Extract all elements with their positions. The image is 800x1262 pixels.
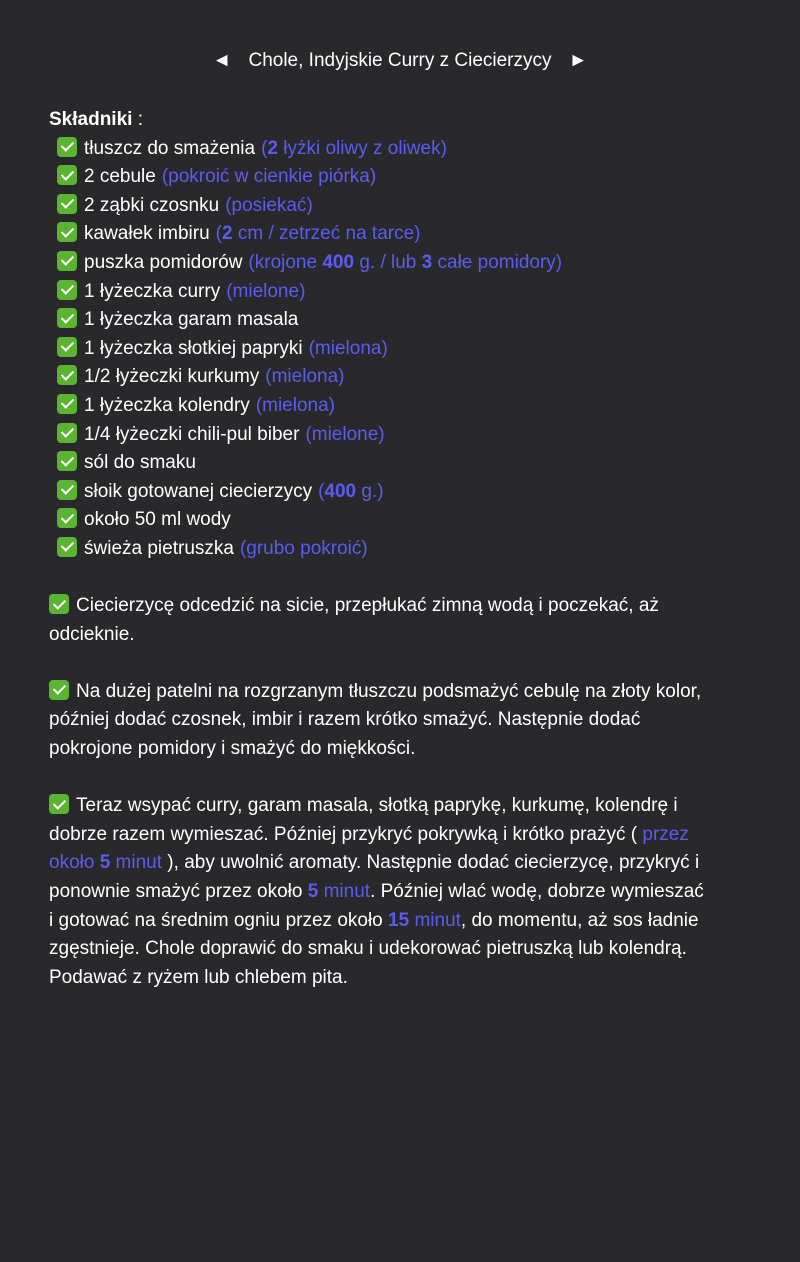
ingredient-note: [318, 481, 383, 502]
ingredient-text: 1 łyżeczka curry: [84, 280, 221, 302]
ingredient-item: [57, 135, 764, 164]
ingredient-item: [57, 478, 764, 507]
ingredient-note: [216, 223, 421, 244]
note-text: (: [215, 223, 222, 245]
note-text: (mielone): [226, 280, 306, 302]
ingredient-text: słoik gotowanej ciecierzycy: [84, 480, 313, 502]
ingredient-item: [57, 535, 764, 564]
note-number: 2: [267, 137, 278, 159]
note-text: łyżki oliwy z oliwek): [277, 137, 447, 159]
checkmark-icon: [57, 308, 77, 328]
spacer: [49, 764, 764, 793]
ingredient-note: [265, 366, 344, 387]
ingredient-text: 1/4 łyżeczki chili-pul biber: [84, 423, 300, 445]
ingredient-text: 2 ząbki czosnku: [84, 194, 220, 216]
ingredient-item: [57, 335, 764, 364]
checkmark-icon: [57, 194, 77, 214]
ingredient-note: [305, 424, 384, 445]
step-text: Ciecierzycę odcedzić na sicie, przepłukać zimną wodą i poczekać, aż: [76, 595, 659, 617]
spacer: [49, 564, 764, 593]
note-text: (mielona): [308, 337, 388, 359]
note-text: (mielona): [255, 394, 335, 416]
note-number: 400: [322, 251, 355, 273]
time-highlight: minut: [318, 881, 371, 903]
step-text: ponownie smażyć przez około: [49, 881, 308, 903]
ingredient-text: 1 łyżeczka słotkiej papryki: [84, 337, 303, 359]
recipe-nav: [0, 49, 800, 73]
step-text: później dodać czosnek, imbir i razem krótko smażyć. Następnie dodać: [49, 709, 641, 731]
ingredient-note: [256, 395, 335, 416]
checkmark-icon: [49, 594, 69, 614]
ingredient-note: [261, 138, 447, 159]
checkmark-icon: [49, 794, 69, 814]
note-text: cm / zetrzeć na tarce): [232, 223, 421, 245]
ingredient-note: [240, 538, 368, 559]
recipe-title: Chole, Indyjskie Curry z Ciecierzycy: [248, 50, 552, 71]
time-highlight: minut: [409, 909, 461, 931]
instruction-step: [49, 792, 764, 992]
time-highlight-number: [100, 852, 111, 873]
ingredient-text: 2 cebule: [84, 166, 156, 188]
note-text: (mielone): [305, 423, 385, 445]
ingredient-text: 1 łyżeczka kolendry: [84, 394, 250, 416]
time-highlight: minut: [110, 852, 163, 874]
step-text: i gotować na średnim ogniu przez około: [49, 909, 389, 931]
time-highlight-number: [388, 910, 409, 931]
ingredients-heading-suffix: :: [132, 109, 143, 130]
note-text: g. / lub: [354, 251, 422, 273]
checkmark-icon: [57, 365, 77, 385]
time-highlight: przez: [642, 823, 689, 845]
ingredient-note: [309, 338, 388, 359]
checkmark-icon: [57, 423, 77, 443]
checkmark-icon: [49, 680, 69, 700]
checkmark-icon: [57, 508, 77, 528]
ingredient-item: [57, 278, 764, 307]
step-text: odcieknie.: [49, 623, 135, 645]
step-text: Podawać z ryżem lub chlebem pita.: [49, 966, 348, 988]
time-number: 5: [99, 852, 111, 874]
checkmark-icon: [57, 480, 77, 500]
ingredient-item: [57, 163, 764, 192]
step-text: dobrze razem wymieszać. Później przykryć pokrywką i krótko prażyć (: [49, 823, 643, 845]
prev-arrow-icon[interactable]: ◄: [212, 50, 232, 71]
ingredient-text: 1/2 łyżeczki kurkumy: [84, 366, 260, 388]
ingredient-item: [57, 220, 764, 249]
time-number: 15: [388, 909, 410, 931]
steps-list: [49, 592, 764, 992]
ingredient-item: [57, 421, 764, 450]
step-text: Na dużej patelni na rozgrzanym tłuszczu podsmażyć cebulę na złoty kolor,: [76, 680, 702, 702]
note-text: (grubo pokroić): [239, 537, 368, 559]
time-highlight: około: [49, 852, 100, 874]
time-highlight-number: [308, 881, 319, 902]
ingredients-header: [49, 106, 764, 135]
ingredient-text: sól do smaku: [84, 452, 196, 474]
instruction-step: [49, 592, 764, 649]
note-text: całe pomidory): [432, 251, 563, 273]
checkmark-icon: [57, 165, 77, 185]
ingredient-note: [248, 252, 562, 273]
next-arrow-icon[interactable]: ►: [568, 50, 588, 71]
checkmark-icon: [57, 251, 77, 271]
ingredient-item: [57, 249, 764, 278]
note-number: 400: [324, 480, 357, 502]
time-number: 5: [307, 881, 319, 903]
recipe-content: [49, 106, 764, 992]
note-text: (krojone: [248, 251, 323, 273]
ingredients-heading: Składniki: [49, 109, 133, 130]
ingredient-text: 1 łyżeczka garam masala: [84, 309, 299, 331]
instruction-step: [49, 678, 764, 764]
spacer: [49, 649, 764, 678]
note-text: (mielona): [265, 366, 345, 388]
ingredient-text: około 50 ml wody: [84, 509, 231, 531]
step-text: , do momentu, aż sos ładnie: [460, 909, 699, 931]
note-text: (: [261, 137, 268, 159]
checkmark-icon: [57, 451, 77, 471]
step-text: pokrojone pomidory i smażyć do miękkości.: [49, 738, 416, 760]
step-text: Teraz wsypać curry, garam masala, słotką paprykę, kurkumę, kolendrę i: [76, 795, 678, 817]
note-number: 2: [221, 223, 233, 245]
ingredient-text: tłuszcz do smażenia: [84, 137, 256, 159]
step-text: zgęstnieje. Chole doprawić do smaku i udekorować pietruszką lub kolendrą.: [49, 938, 687, 960]
ingredient-note: [162, 166, 376, 187]
ingredient-item: [57, 306, 764, 335]
checkmark-icon: [57, 337, 77, 357]
ingredient-item: [57, 363, 764, 392]
note-text: g.): [356, 480, 384, 502]
ingredient-item: [57, 449, 764, 478]
note-number: 3: [421, 251, 433, 273]
step-text: ), aby uwolnić aromaty. Następnie dodać ciecierzycę, przykryć i: [162, 852, 700, 874]
ingredient-item: [57, 192, 764, 221]
checkmark-icon: [57, 137, 77, 157]
checkmark-icon: [57, 280, 77, 300]
note-text: (posiekać): [225, 194, 313, 216]
ingredient-note: [226, 281, 305, 302]
checkmark-icon: [57, 537, 77, 557]
ingredient-note: [225, 195, 313, 216]
ingredient-item: [57, 506, 764, 535]
step-text: . Później wlać wodę, dobrze wymieszać: [370, 881, 704, 903]
ingredient-text: świeża pietruszka: [84, 537, 234, 559]
note-text: (pokroić w cienkie piórka): [161, 166, 377, 188]
ingredient-item: [57, 392, 764, 421]
checkmark-icon: [57, 394, 77, 414]
note-text: (: [318, 480, 325, 502]
ingredient-text: puszka pomidorów: [84, 251, 243, 273]
ingredient-text: kawałek imbiru: [84, 223, 210, 245]
checkmark-icon: [57, 222, 77, 242]
ingredients-list: [49, 135, 764, 564]
